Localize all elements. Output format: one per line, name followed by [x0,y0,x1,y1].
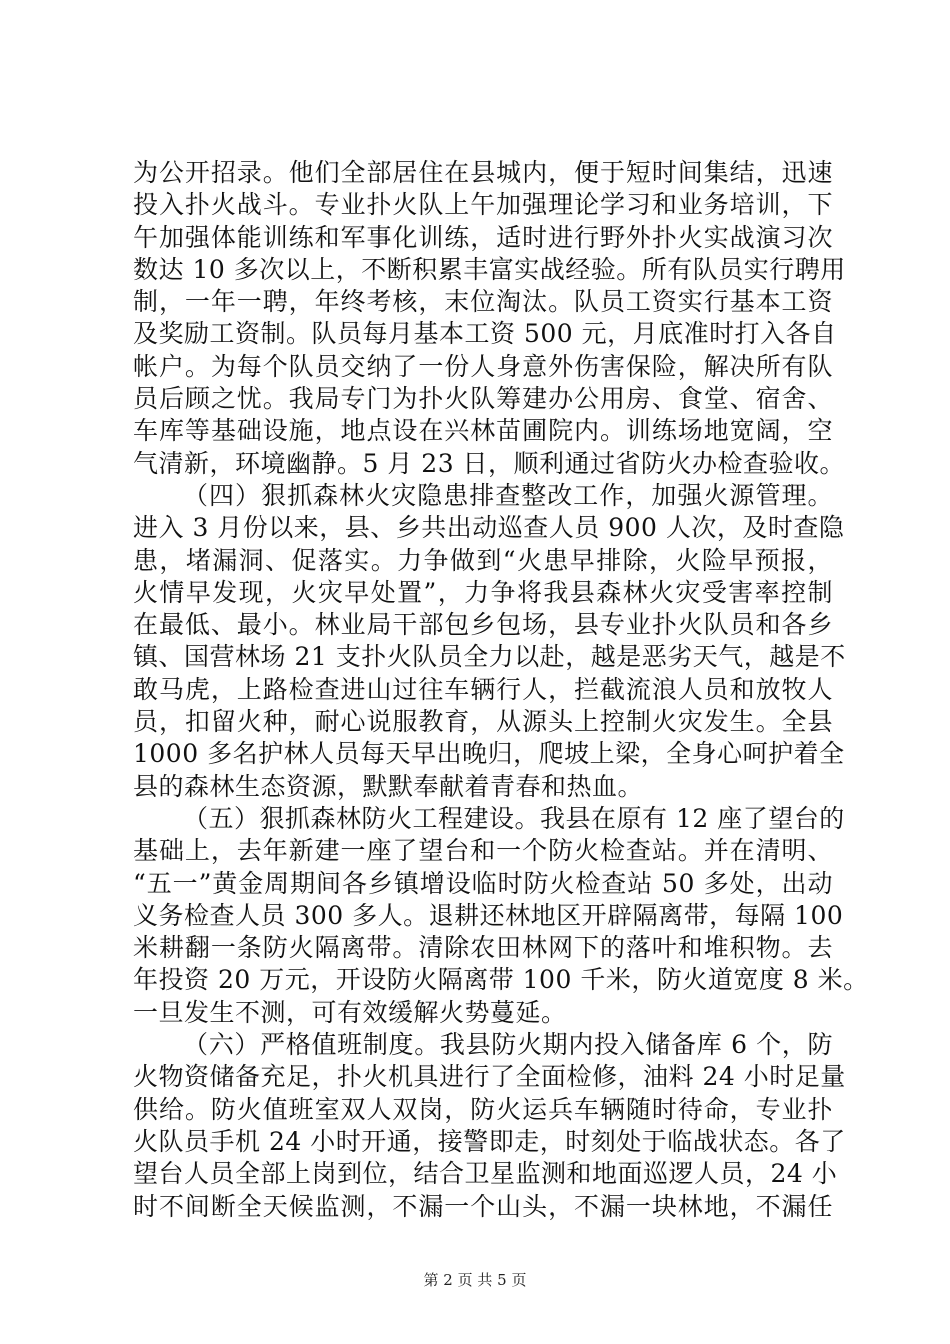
text-line: 1000 多名护林人员每天早出晚归，爬坡上梁，全身心呵护着全 [133,739,845,769]
text-line: 制，一年一聘，年终考核，末位淘汰。队员工资实行基本工资 [133,287,833,317]
text-line: 气清新，环境幽静。5 月 23 日，顺利通过省防火办检查验收。 [133,448,846,478]
text-line: 数达 10 多次以上，不断积累丰富实战经验。所有队员实行聘用 [133,254,846,284]
text-line: 年投资 20 万元，开设防火隔离带 100 千米，防火道宽度 8 米。 [133,965,869,995]
text-line: 时不间断全天候监测，不漏一个山头，不漏一块林地，不漏任 [133,1191,833,1221]
text-line: 望台人员全部上岗到位，结合卫星监测和地面巡逻人员，24 小 [133,1159,838,1189]
body-text [133,157,869,1223]
text-line: 午加强体能训练和军事化训练，适时进行野外扑火实战演习次 [133,222,833,252]
text-line: 及奖励工资制。队员每月基本工资 500 元，月底准时打入各自 [133,319,837,349]
text-line: 火物资储备充足，扑火机具进行了全面检修，油料 24 小时足量 [133,1062,846,1092]
text-line: “五一”黄金周期间各乡镇增设临时防火检查站 50 多处，出动 [133,868,833,898]
text-line: 基础上，去年新建一座了望台和一个防火检查站。并在清明、 [133,836,833,866]
text-line: 员后顾之忧。我局专门为扑火队筹建办公用房、食堂、宿舍、 [133,384,833,414]
text-line: 为公开招录。他们全部居住在县城内，便于短时间集结，迅速 [133,158,833,187]
text-line: 进入 3 月份以来，县、乡共出动巡查人员 900 人次，及时查隐 [133,513,845,543]
section-heading-line: （五）狠抓森林防火工程建设。我县在原有 12 座了望台的 [183,803,845,833]
text-line: 患，堵漏洞、促落实。力争做到“火患早排除，火险早预报， [133,545,833,575]
text-line: 在最低、最小。林业局干部包乡包场，县专业扑火队员和各乡 [133,610,833,640]
text-line: 供给。防火值班室双人双岗，防火运兵车辆随时待命，专业扑 [133,1094,833,1124]
text-line: 敢马虎，上路检查进山过往车辆行人，拦截流浪人员和放牧人 [133,674,833,704]
text-line: 火情早发现，火灾早处置”，力争将我县森林火灾受害率控制 [133,577,833,607]
text-line: 义务检查人员 300 多人。退耕还林地区开辟隔离带，每隔 100 [133,900,844,930]
text-line: 镇、国营林场 21 支扑火队员全力以赴，越是恶劣天气，越是不 [133,642,846,672]
section-heading-line: （四）狠抓森林火灾隐患排查整改工作，加强火源管理。 [183,480,833,510]
page-number-footer: 第 2 页 共 5 页 [423,1271,527,1289]
text-line: 火队员手机 24 小时开通，接警即走，时刻处于临战状态。各了 [133,1126,846,1156]
text-line: 米耕翻一条防火隔离带。清除农田林网下的落叶和堆积物。去 [133,933,833,963]
text-line: 车库等基础设施，地点设在兴林苗圃院内。训练场地宽阔，空 [133,416,833,446]
section-heading-line: （六）严格值班制度。我县防火期内投入储备库 6 个，防 [183,1030,833,1060]
text-line: 员，扣留火种，耐心说服教育，从源头上控制火灾发生。全县 [133,707,833,737]
text-line: 一旦发生不测，可有效缓解火势蔓延。 [133,997,567,1027]
text-line: 帐户。为每个队员交纳了一份人身意外伤害保险，解决所有队 [133,351,833,381]
text-line: 县的森林生态资源，默默奉献着青春和热血。 [133,771,644,801]
text-line: 投入扑火战斗。专业扑火队上午加强理论学习和业务培训，下 [133,190,833,220]
